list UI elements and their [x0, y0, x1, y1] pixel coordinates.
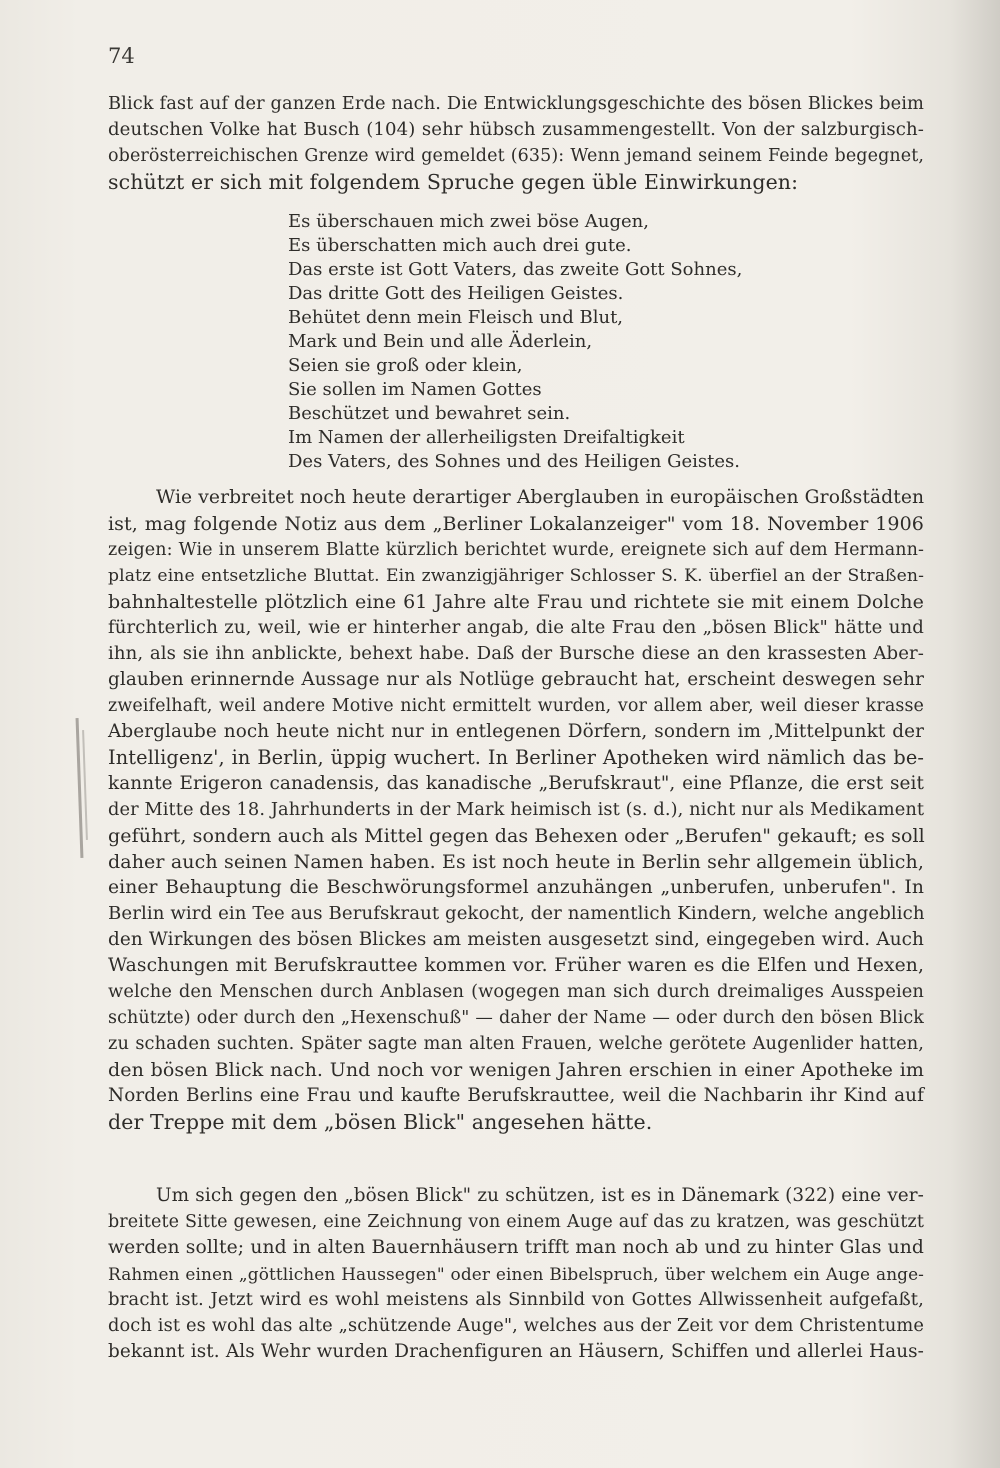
- text-line: ihn, als sie ihn anblickte, behext habe. Daß der Bursche diese an den krassesten Aber-: [108, 643, 924, 664]
- text-line: geführt, sondern auch als Mittel gegen das Behexen oder „Berufen" gekauft; es soll: [108, 825, 925, 847]
- verse-line: Behütet denn mein Fleisch und Blut,: [288, 307, 624, 328]
- text-line: breitete Sitte gewesen, eine Zeichnung von einem Auge auf das zu kratzen, was geschützt: [108, 1212, 924, 1232]
- text-line: schützt er sich mit folgendem Spruche gegen üble Einwirkungen:: [108, 170, 799, 194]
- text-line: zeigen: Wie in unserem Blatte kürzlich berichtet wurde, ereignete sich auf dem Hermann-: [108, 540, 924, 560]
- text-line: Waschungen mit Berufskrauttee kommen vor. Früher waren es die Elfen und Hexen,: [108, 955, 924, 976]
- text-line: bekannt ist. Als Wehr wurden Drachenfiguren an Häusern, Schiffen und allerlei Haus-: [108, 1341, 924, 1362]
- text-line: zweifelhaft, weil andere Motive nicht ermittelt wurden, vor allem aber, weil dieser krasse: [108, 696, 924, 716]
- verse-line: Seien sie groß oder klein,: [288, 355, 523, 376]
- page-number: 74: [108, 44, 135, 68]
- text-line: daher auch seinen Namen haben. Es ist noch heute in Berlin sehr allgemein üblich,: [108, 851, 924, 873]
- text-line: Um sich gegen den „bösen Blick" zu schützen, ist es in Dänemark (322) eine ver-: [156, 1185, 924, 1206]
- text-line: werden sollte; und in alten Bauernhäusern trifft man noch ab und zu hinter Glas und: [108, 1237, 924, 1258]
- text-line: platz eine entsetzliche Bluttat. Ein zwanzigjähriger Schlosser S. K. überfiel an der Straßen-: [108, 566, 924, 586]
- text-line: bracht ist. Jetzt wird es wohl meistens als Sinnbild von Gottes Allwissenheit aufgefaßt,: [108, 1289, 924, 1310]
- text-line: bahnhaltestelle plötzlich eine 61 Jahre alte Frau und richtete sie mit einem Dolche: [108, 591, 924, 613]
- intro-paragraph: [108, 91, 924, 195]
- verse-line: Das erste ist Gott Vaters, das zweite Gott Sohnes,: [288, 259, 743, 280]
- verse-line: Des Vaters, des Sohnes und des Heiligen Geistes.: [288, 451, 740, 472]
- text-line: zu schaden suchten. Später sagte man alten Frauen, welche gerötete Augenlider hatten,: [108, 1033, 924, 1054]
- verse-line: Mark und Bein und alle Äderlein,: [288, 331, 593, 352]
- text-line: Rahmen einen „göttlichen Haussegen" oder einen Bibelspruch, über welchem ein Auge ange-: [108, 1264, 924, 1284]
- text-line: Berlin wird ein Tee aus Berufskraut gekocht, der namentlich Kindern, welche angeblich: [108, 903, 925, 924]
- verse-line: Beschützet und bewahret sein.: [288, 403, 571, 424]
- text-line: der Mitte des 18. Jahrhunderts in der Mark heimisch ist (s. d.), nicht nur als Medikament: [108, 799, 925, 820]
- text-line: Wie verbreitet noch heute derartiger Aberglauben in europäischen Großstädten: [156, 487, 925, 508]
- text-line: der Treppe mit dem „bösen Blick" angesehen hätte.: [108, 1110, 653, 1134]
- text-line: kannte Erigeron canadensis, das kanadische „Berufskraut", eine Pflanze, die erst seit: [108, 773, 924, 794]
- text-line: den Wirkungen des bösen Blickes am meisten ausgesetzt sind, eingegeben wird. Auch: [108, 929, 924, 950]
- verse-line: Es überschatten mich auch drei gute.: [288, 235, 632, 256]
- text-line: einer Behauptung die Beschwörungsformel anzuhängen „unberufen, unberufen". In: [108, 877, 924, 898]
- text-line: deutschen Volke hat Busch (104) sehr hübsch zusammengestellt. Von der salzburgisch-: [108, 119, 924, 140]
- text-line: Norden Berlins eine Frau und kaufte Berufskrauttee, weil die Nachbarin ihr Kind auf: [108, 1085, 924, 1106]
- incantation-verse: [288, 210, 742, 474]
- text-line: fürchterlich zu, weil, wie er hinterher angab, die alte Frau den „bösen Blick" hätte und: [108, 617, 924, 638]
- text-line: glauben erinnernde Aussage nur als Notlüge gebraucht hat, erscheint deswegen sehr: [108, 669, 924, 690]
- verse-line: Im Namen der allerheiligsten Dreifaltigkeit: [288, 427, 685, 448]
- verse-line: Sie sollen im Namen Gottes: [288, 379, 542, 400]
- text-line: Blick fast auf der ganzen Erde nach. Die Entwicklungsgeschichte des bösen Blickes beim: [108, 93, 924, 114]
- text-line: schützte) oder durch den „Hexenschuß" — daher der Name — oder durch den bösen Blick: [108, 1008, 924, 1028]
- text-line: den bösen Blick nach. Und noch vor wenigen Jahren erschien in einer Apotheke im: [108, 1059, 924, 1081]
- verse-line: Das dritte Gott des Heiligen Geistes.: [288, 283, 624, 304]
- text-line: welche den Menschen durch Anblasen (wogegen man sich durch dreimaliges Ausspeien: [108, 981, 924, 1002]
- verse-line: Es überschauen mich zwei böse Augen,: [288, 211, 649, 232]
- berlin-paragraph: [108, 485, 924, 1135]
- denmark-paragraph: [108, 1183, 924, 1365]
- text-line: Intelligenz', in Berlin, üppig wuchert. In Berliner Apotheken wird nämlich das be-: [108, 746, 924, 769]
- text-line: Aberglaube noch heute nicht nur in entlegenen Dörfern, sondern im ‚Mittelpunkt der: [108, 721, 924, 742]
- text-line: ist, mag folgende Notiz aus dem „Berliner Lokalanzeiger" vom 18. November 1906: [108, 513, 924, 535]
- margin-pencil-mark: [82, 730, 88, 840]
- text-line: doch ist es wohl das alte „schützende Auge", welches aus der Zeit vor dem Christentume: [108, 1315, 924, 1336]
- text-line: oberösterreichischen Grenze wird gemeldet (635): Wenn jemand seinem Feinde begegnet,: [108, 146, 924, 166]
